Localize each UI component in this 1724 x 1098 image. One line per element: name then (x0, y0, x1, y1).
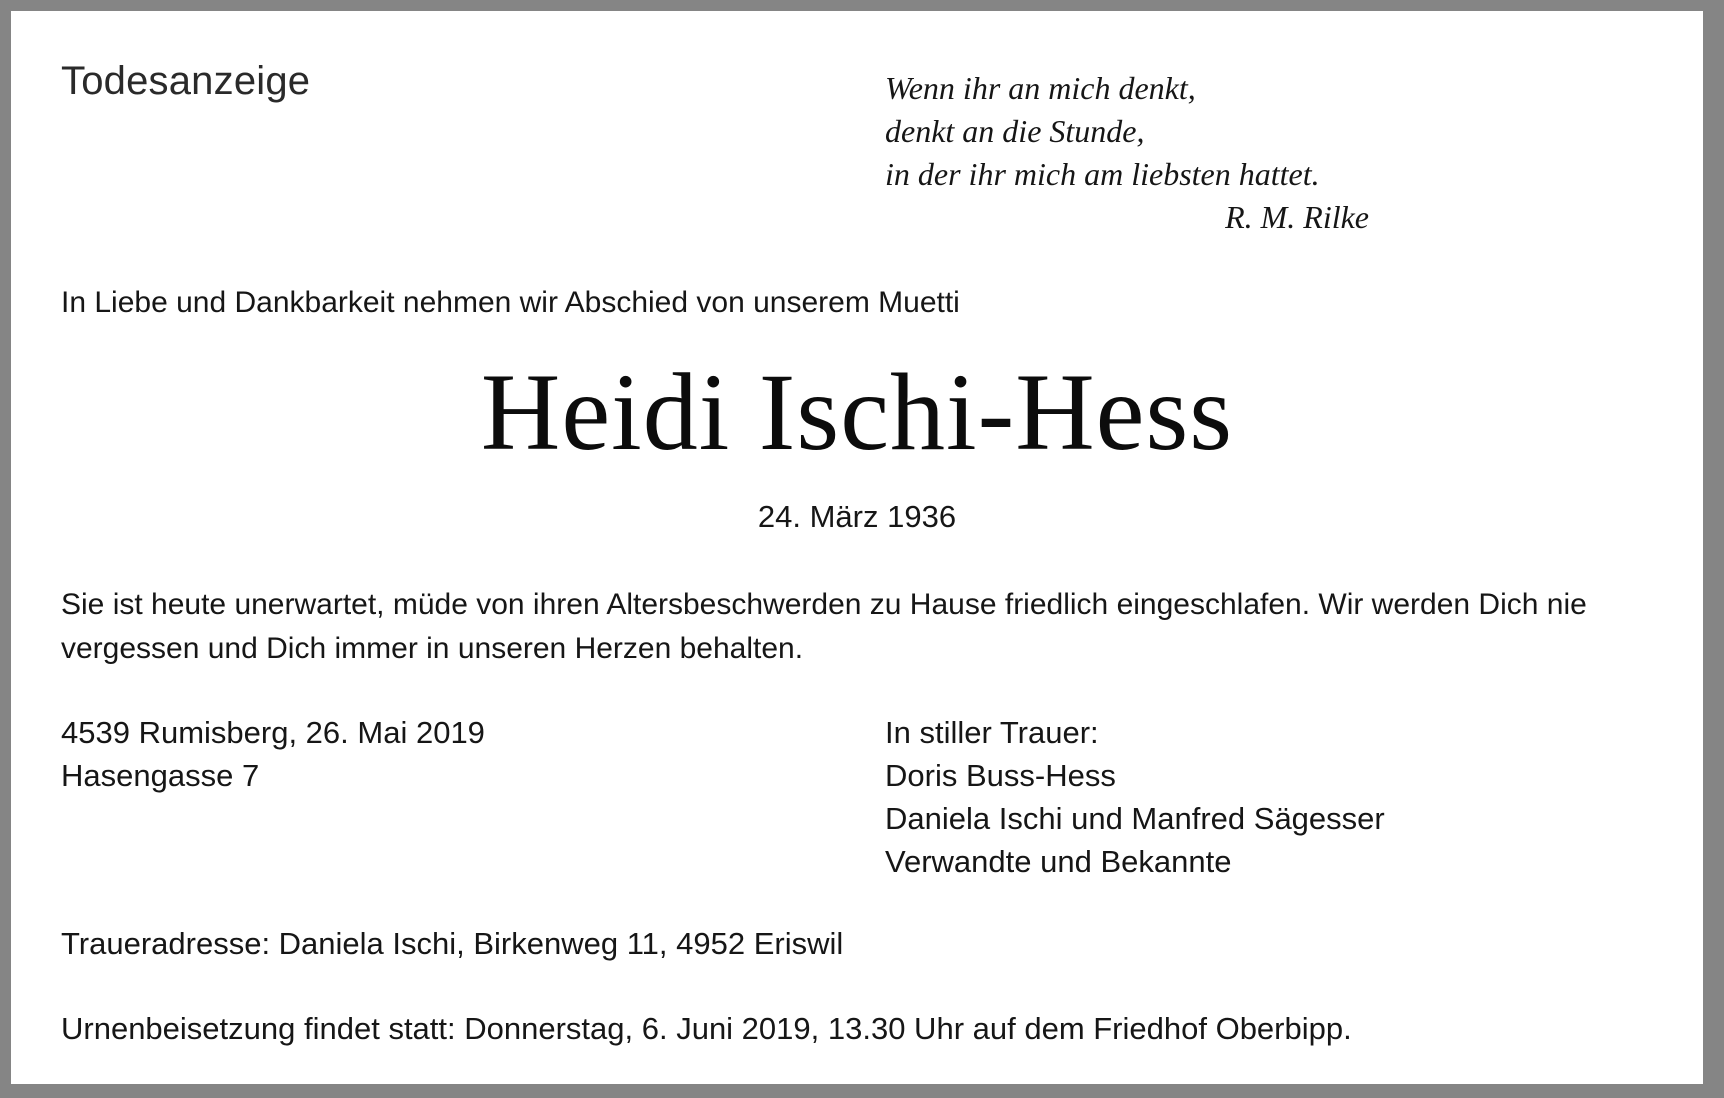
obituary-sheet (11, 11, 1703, 1084)
mourners-list (885, 711, 1385, 883)
burial-info: Urnenbeisetzung findet statt: Donnerstag, 6. Juni 2019, 13.30 Uhr auf dem Friedhof Oberbipp. (61, 1011, 1352, 1046)
mourners-heading: In stiller Trauer: (885, 715, 1099, 750)
poem-line-2: denkt an die Stunde, (885, 113, 1145, 149)
mourning-address: Traueradresse: Daniela Ischi, Birkenweg 11, 4952 Eriswil (61, 926, 844, 961)
place-and-date (61, 711, 485, 797)
place-date-line: 4539 Rumisberg, 26. Mai 2019 (61, 715, 485, 750)
mourner-name: Verwandte und Bekannte (885, 844, 1232, 879)
poem-line-1: Wenn ihr an mich denkt, (885, 70, 1196, 106)
poem-quote (885, 67, 1369, 239)
mourner-name: Daniela Ischi und Manfred Sägesser (885, 801, 1385, 836)
deceased-name: Heidi Ischi-Hess (480, 351, 1234, 473)
obituary-message: Sie ist heute unerwartet, müde von ihren Altersbeschwerden zu Hause friedlich eingeschlafen. Wir werden Dich nie vergessen und Dich immer in unseren Herzen behalten. (61, 588, 1587, 665)
street-address: Hasengasse 7 (61, 758, 260, 793)
intro-text: In Liebe und Dankbarkeit nehmen wir Abschied von unserem Muetti (61, 286, 960, 319)
poem-author: R. M. Rilke (1225, 199, 1369, 235)
birth-date: 24. März 1936 (757, 499, 957, 534)
poem-line-3: in der ihr mich am liebsten hattet. (885, 156, 1320, 192)
mourner-name: Doris Buss-Hess (885, 758, 1116, 793)
notice-type-label: Todesanzeige (61, 59, 311, 103)
